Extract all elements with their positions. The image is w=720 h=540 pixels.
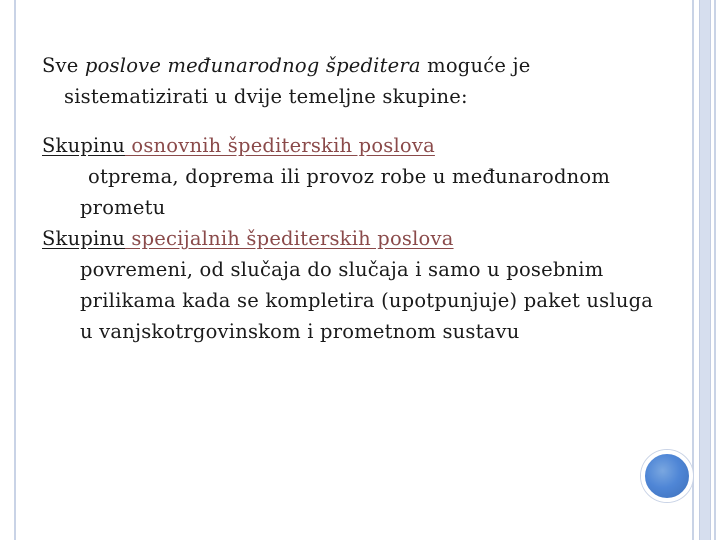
intro-tail: moguće je sistematizirati u dvije temeljne skupine: (64, 54, 531, 108)
left-frame-line (14, 0, 16, 540)
intro-lead: Sve (42, 54, 85, 77)
right-frame-line (692, 0, 694, 540)
group-link-special[interactable]: specijalnih špediterskih poslova (124, 227, 454, 250)
slide-content (42, 50, 662, 347)
intro-emphasis: poslove međunarodnog špeditera (84, 54, 421, 77)
group-prefix: Skupinu (42, 134, 125, 157)
intro-paragraph (42, 50, 662, 112)
group-heading-special (42, 223, 662, 254)
group-detail-basic: otprema, doprema ili provoz robe u međunarodnom prometu (80, 165, 611, 219)
group-prefix: Skupinu (42, 227, 125, 250)
right-frame-outer-line (714, 0, 716, 540)
group-link-basic[interactable]: osnovnih špediterskih poslova (124, 134, 435, 157)
group-heading-basic (42, 130, 662, 161)
group-detail-special: povremeni, od slučaja do slučaja i samo u posebnim prilikama kada se kompletira (upotpunjuje) paket usluga u vanjskotrgovinskom i prometnom sustavu (80, 258, 654, 343)
right-frame-band (699, 0, 711, 540)
decorative-circle (641, 450, 693, 502)
